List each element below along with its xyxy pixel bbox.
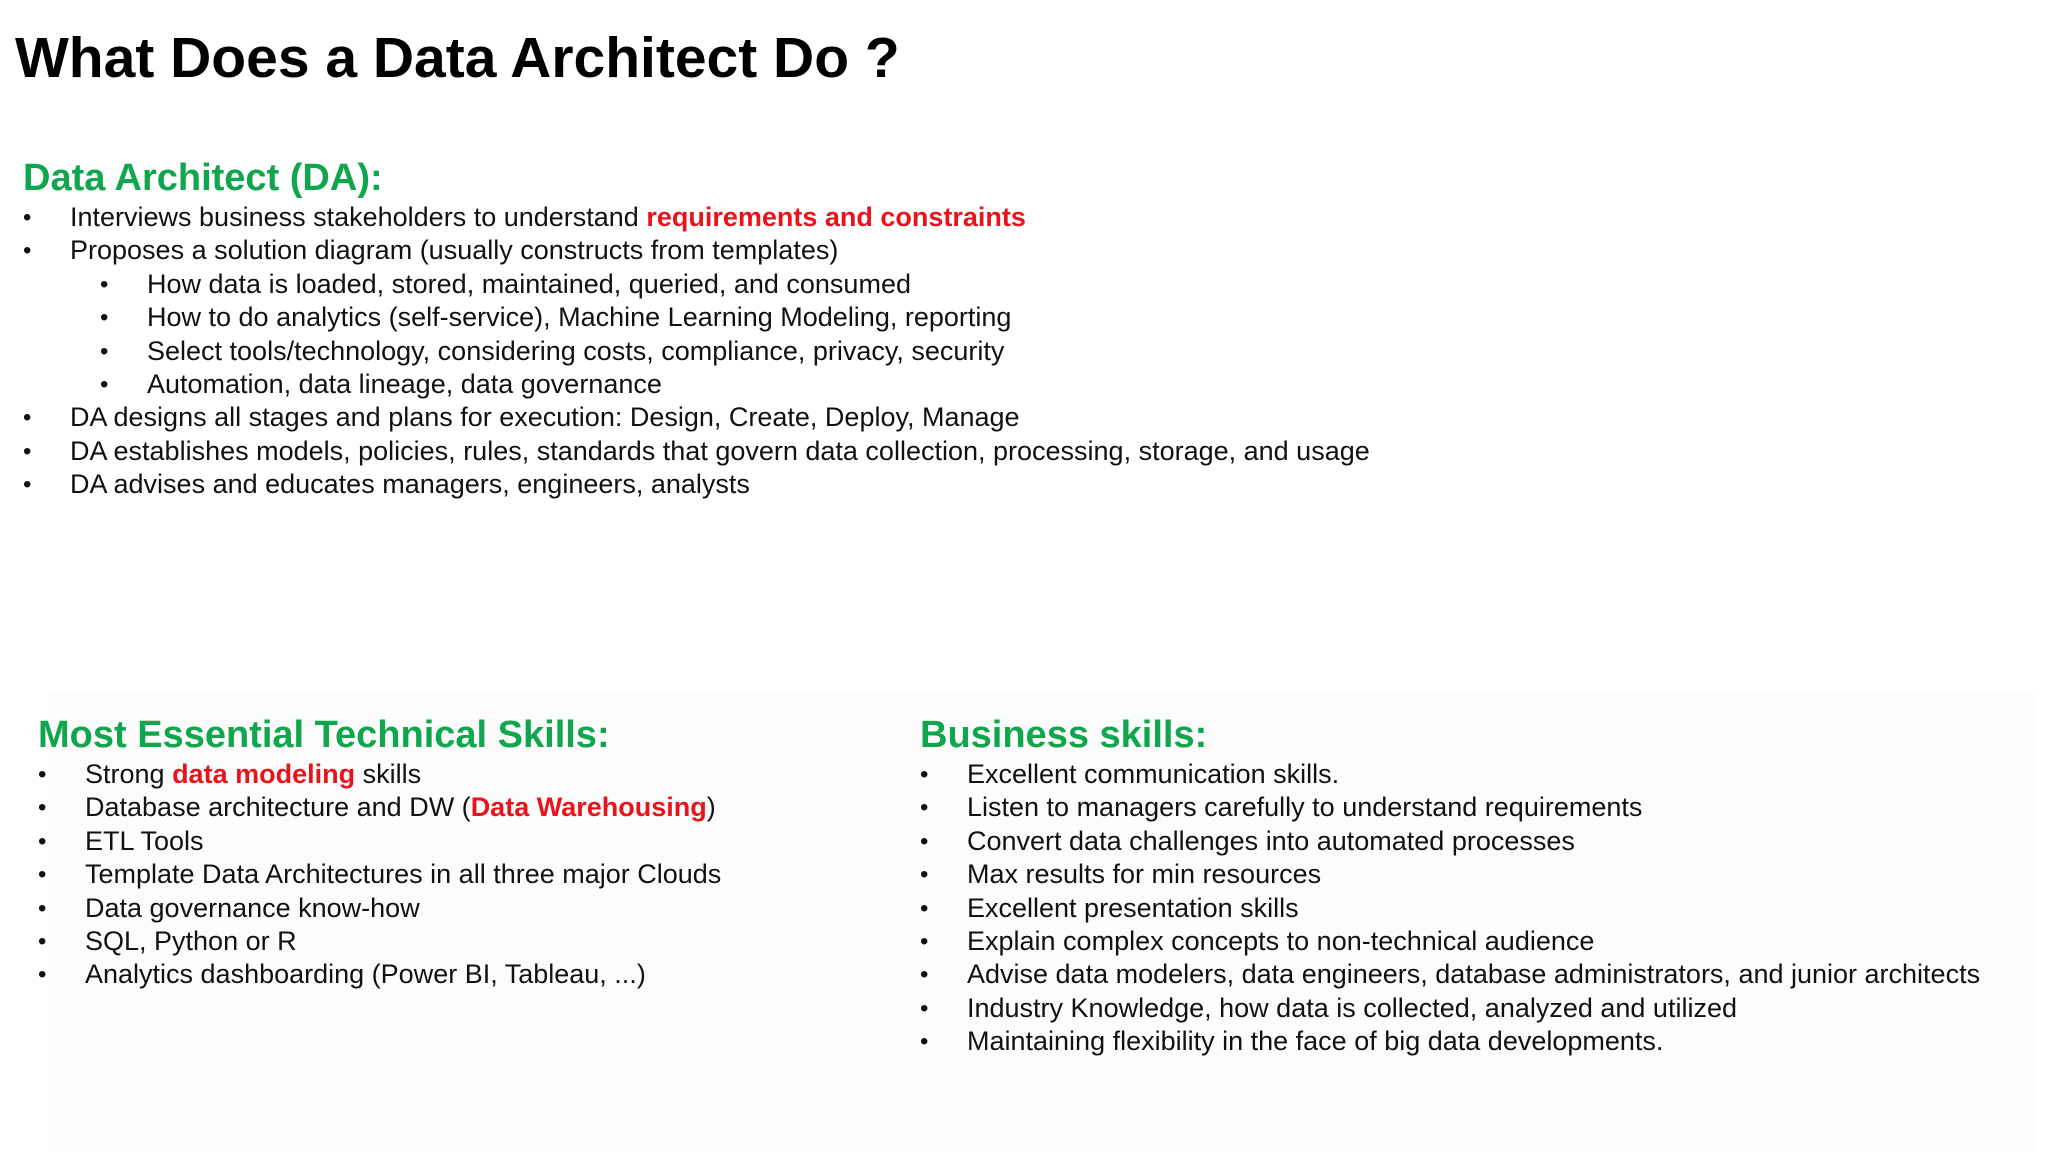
item-text: How to do analytics (self-service), Machine Learning Modeling, reporting (147, 302, 1012, 333)
item-text: Max results for min resources (967, 859, 1322, 890)
item-text: DA designs all stages and plans for execution: Design, Create, Deploy, Manage (70, 402, 1020, 433)
bullet-icon: • (38, 961, 47, 989)
item-text: Excellent presentation skills (967, 892, 1299, 923)
item-text: Database architecture and DW ( (85, 792, 471, 823)
list-item (920, 1025, 1980, 1058)
list-item (920, 925, 1980, 958)
bullet-icon: • (23, 437, 32, 465)
slide-title: What Does a Data Architect Do ? (15, 26, 900, 90)
item-text: Industry Knowledge, how data is collected, analyzed and utilized (967, 992, 1737, 1023)
item-highlight: requirements and constraints (646, 202, 1026, 232)
bullet-icon: • (38, 894, 47, 922)
item-text: Template Data Architectures in all three major Clouds (85, 859, 722, 890)
bullet-icon: • (100, 304, 109, 332)
item-text: ETL Tools (85, 825, 204, 856)
bullet-icon: • (920, 761, 929, 788)
sub-list-item (23, 301, 1370, 334)
list-item (920, 758, 1980, 791)
item-text: Select tools/technology, considering costs, compliance, privacy, security (147, 335, 1005, 366)
bullet-icon: • (920, 961, 929, 989)
list-item (38, 791, 721, 824)
list-item (920, 825, 1980, 858)
bullet-icon: • (920, 994, 929, 1022)
item-text: DA advises and educates managers, engineers, analysts (70, 469, 750, 500)
item-text: SQL, Python or R (85, 925, 297, 956)
item-text: DA establishes models, policies, rules, standards that govern data collection, processing, storage, and usage (70, 435, 1370, 466)
list-item (920, 958, 1980, 991)
bullet-icon: • (23, 237, 32, 265)
item-text: Advise data modelers, data engineers, database administrators, and junior architects (967, 959, 1981, 990)
bullet-icon: • (920, 1028, 929, 1056)
item-highlight: data modeling (172, 759, 356, 789)
list-item (38, 858, 721, 891)
da-bullet-list (23, 201, 1370, 502)
list-item (23, 435, 1370, 468)
business-skills-list (920, 758, 1980, 1059)
tech-skills-list (38, 758, 721, 992)
item-text: Analytics dashboarding (Power BI, Tableau, ...) (85, 959, 646, 990)
business-skills-heading: Business skills: (920, 714, 1208, 756)
item-text: How data is loaded, stored, maintained, queried, and consumed (147, 268, 911, 299)
list-item (920, 858, 1980, 891)
bullet-icon: • (920, 827, 929, 855)
list-item (920, 992, 1980, 1025)
item-text: Interviews business stakeholders to understand (70, 202, 647, 232)
bullet-icon: • (920, 861, 929, 889)
bullet-icon: • (23, 404, 32, 432)
list-item (38, 925, 721, 958)
bullet-icon: • (23, 204, 32, 231)
item-text: Data governance know-how (85, 892, 420, 923)
bullet-icon: • (100, 337, 109, 365)
list-item (23, 401, 1370, 434)
bullet-icon: • (100, 270, 109, 298)
sub-list-item (23, 268, 1370, 301)
list-item (23, 234, 1370, 267)
da-heading: Data Architect (DA): (23, 157, 383, 199)
bullet-icon: • (100, 370, 109, 398)
bullet-icon: • (920, 794, 929, 822)
sub-list-item (23, 335, 1370, 368)
bullet-icon: • (920, 894, 929, 922)
bullet-icon: • (38, 794, 47, 822)
item-highlight: Data Warehousing (470, 792, 707, 823)
item-text: Listen to managers carefully to understand requirements (967, 792, 1643, 823)
bullet-icon: • (38, 861, 47, 889)
bullet-icon: • (920, 927, 929, 955)
item-text: Explain complex concepts to non-technical audience (967, 925, 1595, 956)
list-item (38, 758, 721, 791)
bullet-icon: • (38, 927, 47, 955)
list-item (920, 892, 1980, 925)
bullet-icon: • (38, 761, 47, 788)
list-item (23, 201, 1370, 234)
item-text: Strong (85, 759, 173, 789)
list-item (38, 825, 721, 858)
item-text: ) (706, 792, 716, 823)
bullet-icon: • (38, 827, 47, 855)
item-text: Proposes a solution diagram (usually constructs from templates) (70, 235, 839, 266)
tech-skills-heading: Most Essential Technical Skills: (38, 714, 610, 756)
list-item (23, 468, 1370, 501)
list-item (920, 791, 1980, 824)
item-text: Automation, data lineage, data governance (147, 368, 662, 399)
bullet-icon: • (23, 471, 32, 499)
list-item (38, 958, 721, 991)
item-text: Maintaining flexibility in the face of big data developments. (967, 1026, 1664, 1057)
list-item (38, 892, 721, 925)
item-text: Convert data challenges into automated processes (967, 825, 1575, 856)
item-text: Excellent communication skills. (967, 759, 1340, 789)
sub-list-item (23, 368, 1370, 401)
item-text: skills (355, 759, 422, 789)
